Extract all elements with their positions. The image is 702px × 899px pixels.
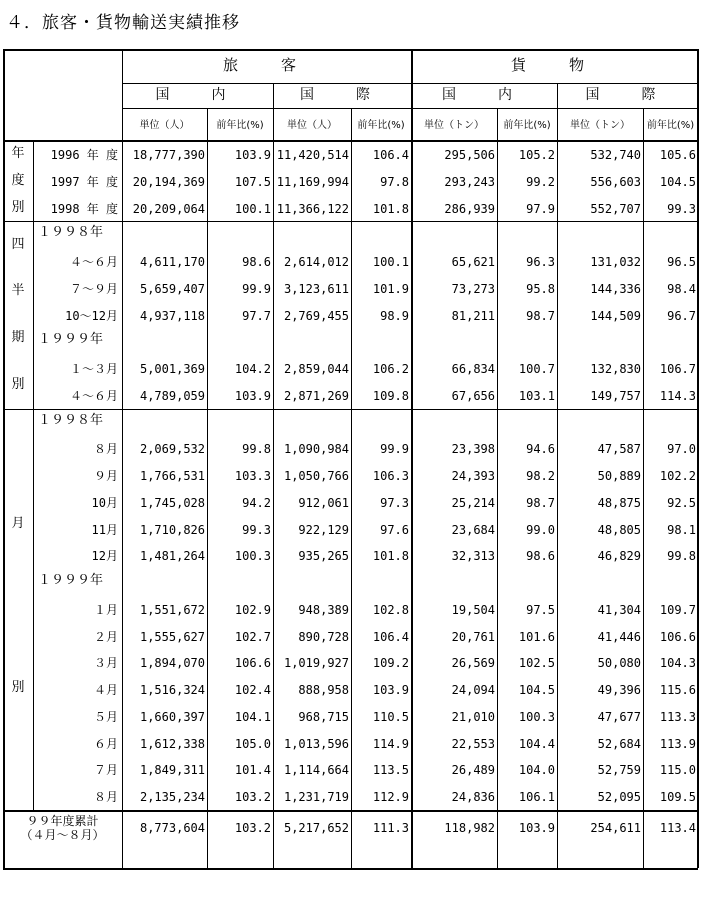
- row-year-header: １９９８年: [38, 225, 104, 241]
- table-cell: 96.7: [667, 308, 696, 323]
- table-rule: [207, 108, 208, 868]
- row-label: 1996 年 度: [50, 148, 118, 162]
- table-cell: 22,553: [451, 736, 495, 751]
- table-cell: 99.9: [242, 281, 271, 296]
- header-passenger-international: 国 際: [300, 87, 384, 103]
- row-label: ５月: [93, 709, 118, 724]
- row-year-header: １９９８年: [38, 412, 104, 428]
- table-cell: 11,366,122: [276, 201, 349, 216]
- table-cell: 1,013,596: [283, 736, 349, 751]
- table-cell: 98.1: [667, 522, 696, 537]
- table-cell: 1,551,672: [139, 602, 205, 617]
- table-cell: 112.9: [372, 790, 409, 804]
- row-label: １月: [93, 602, 118, 617]
- row-label: ７～９月: [69, 281, 118, 296]
- table-cell: 99.8: [667, 549, 696, 564]
- table-cell: 47,677: [597, 709, 641, 724]
- table-cell: 106.2: [372, 362, 409, 376]
- table-cell: 19,504: [451, 602, 495, 617]
- table-cell: 4,789,059: [139, 388, 205, 403]
- table-cell: 20,761: [451, 629, 495, 644]
- table-cell: 115.6: [659, 683, 696, 697]
- total-cell: 254,611: [590, 820, 641, 835]
- table-rule: [351, 108, 352, 868]
- total-cell: 5,217,652: [283, 820, 349, 835]
- table-cell: 4,611,170: [139, 255, 205, 269]
- table-cell: 100.1: [234, 201, 271, 216]
- row-label: １～３月: [69, 362, 118, 376]
- header-yoy: 前年比(%): [357, 120, 405, 131]
- row-label: 10月: [91, 495, 118, 510]
- table-cell: 11,420,514: [276, 148, 349, 162]
- table-rule: [122, 83, 698, 84]
- row-label: ４月: [93, 683, 118, 697]
- header-unit-person: 単位（人）: [139, 120, 190, 131]
- table-cell: 107.5: [234, 174, 271, 189]
- table-cell: 105.2: [518, 148, 555, 162]
- table-cell: 49,396: [597, 683, 641, 697]
- table-cell: 114.3: [659, 388, 696, 403]
- header-unit-ton: 単位（トン）: [570, 120, 630, 131]
- table-cell: 101.6: [518, 629, 555, 644]
- table-cell: 101.9: [372, 281, 409, 296]
- table-cell: 109.7: [659, 602, 696, 617]
- table-cell: 102.9: [234, 602, 271, 617]
- table-cell: 103.9: [234, 388, 271, 403]
- table-cell: 144,336: [590, 281, 641, 296]
- table-cell: 935,265: [298, 549, 349, 564]
- row-label: 12月: [91, 549, 118, 564]
- table-cell: 102.2: [659, 469, 696, 483]
- table-cell: 2,769,455: [283, 308, 349, 323]
- header-yoy: 前年比(%): [646, 120, 695, 131]
- table-cell: 52,759: [597, 763, 641, 778]
- table-cell: 52,095: [597, 790, 641, 804]
- table-rule: [122, 108, 698, 109]
- table-cell: 99.9: [380, 442, 409, 457]
- table-cell: 106.4: [372, 148, 409, 162]
- group-label-fiscal-year: 別: [11, 199, 25, 215]
- table-cell: 101.4: [234, 763, 271, 778]
- table-cell: 1,660,397: [139, 709, 205, 724]
- table-cell: 109.8: [372, 388, 409, 403]
- table-cell: 106.6: [659, 629, 696, 644]
- table-cell: 105.6: [659, 148, 696, 162]
- table-cell: 113.9: [659, 736, 696, 751]
- table-cell: 556,603: [590, 174, 641, 189]
- table-cell: 104.5: [659, 174, 696, 189]
- table-cell: 295,506: [444, 148, 495, 162]
- table-cell: 113.3: [659, 709, 696, 724]
- group-label-quarterly: 四: [11, 236, 25, 252]
- table-cell: 52,684: [597, 736, 641, 751]
- table-cell: 98.6: [242, 255, 271, 269]
- table-cell: 144,509: [590, 308, 641, 323]
- table-cell: 24,094: [451, 683, 495, 697]
- row-label: ９月: [93, 469, 118, 483]
- total-label-period: （４月～８月）: [20, 827, 105, 842]
- table-cell: 912,061: [298, 495, 349, 510]
- table-cell: 5,001,369: [139, 362, 205, 376]
- table-cell: 23,684: [451, 522, 495, 537]
- table-rule: [3, 49, 698, 51]
- table-cell: 948,389: [298, 602, 349, 617]
- group-label-monthly: 別: [11, 680, 25, 696]
- table-cell: 1,019,927: [283, 656, 349, 671]
- row-label: ４～６月: [69, 255, 118, 269]
- table-cell: 110.5: [372, 709, 409, 724]
- table-cell: 20,194,369: [132, 174, 205, 189]
- table-cell: 890,728: [298, 629, 349, 644]
- table-cell: 97.7: [242, 308, 271, 323]
- table-cell: 106.7: [659, 362, 696, 376]
- table-cell: 103.2: [234, 790, 271, 804]
- table-cell: 41,446: [597, 629, 641, 644]
- table-cell: 552,707: [590, 201, 641, 216]
- table-cell: 98.7: [526, 308, 555, 323]
- table-cell: 102.5: [518, 656, 555, 671]
- table-cell: 99.3: [242, 522, 271, 537]
- table-cell: 32,313: [451, 549, 495, 564]
- table-cell: 2,614,012: [283, 255, 349, 269]
- table-cell: 101.8: [372, 549, 409, 564]
- table-cell: 50,889: [597, 469, 641, 483]
- table-cell: 1,745,028: [139, 495, 205, 510]
- table-cell: 81,211: [451, 308, 495, 323]
- table-cell: 48,875: [597, 495, 641, 510]
- table-cell: 532,740: [590, 148, 641, 162]
- table-cell: 73,273: [451, 281, 495, 296]
- table-cell: 1,612,338: [139, 736, 205, 751]
- table-cell: 2,859,044: [283, 362, 349, 376]
- group-label-fiscal-year: 度: [11, 173, 25, 189]
- table-cell: 2,135,234: [139, 790, 205, 804]
- table-cell: 3,123,611: [283, 281, 349, 296]
- table-cell: 98.6: [526, 549, 555, 564]
- header-cargo-domestic: 国 内: [442, 87, 526, 103]
- row-label: 1998 年 度: [50, 201, 118, 216]
- table-cell: 103.1: [518, 388, 555, 403]
- table-cell: 105.0: [234, 736, 271, 751]
- table-cell: 98.7: [526, 495, 555, 510]
- table-cell: 106.4: [372, 629, 409, 644]
- table-cell: 1,231,719: [283, 790, 349, 804]
- table-cell: 50,080: [597, 656, 641, 671]
- group-label-monthly: 月: [11, 515, 25, 531]
- table-cell: 103.3: [234, 469, 271, 483]
- table-cell: 48,805: [597, 522, 641, 537]
- total-cell: 103.9: [518, 820, 555, 835]
- table-cell: 1,555,627: [139, 629, 205, 644]
- table-cell: 115.0: [659, 763, 696, 778]
- header-yoy: 前年比(%): [216, 120, 264, 131]
- table-cell: 293,243: [444, 174, 495, 189]
- table-cell: 106.6: [234, 656, 271, 671]
- table-cell: 102.7: [234, 629, 271, 644]
- table-cell: 106.1: [518, 790, 555, 804]
- table-cell: 114.9: [372, 736, 409, 751]
- table-cell: 97.6: [380, 522, 409, 537]
- total-cell: 111.3: [372, 820, 409, 835]
- table-cell: 11,169,994: [276, 174, 349, 189]
- table-cell: 106.3: [372, 469, 409, 483]
- header-unit-person: 単位（人）: [287, 120, 337, 131]
- table-cell: 65,621: [451, 255, 495, 269]
- table-cell: 66,834: [451, 362, 495, 376]
- row-label: 11月: [91, 522, 118, 537]
- table-rule: [3, 868, 698, 870]
- table-cell: 1,114,664: [283, 763, 349, 778]
- row-label: 1997 年 度: [50, 174, 118, 189]
- table-cell: 109.2: [372, 656, 409, 671]
- total-label: ９９年度累計: [26, 813, 99, 828]
- table-cell: 104.3: [659, 656, 696, 671]
- table-cell: 94.6: [526, 442, 555, 457]
- table-cell: 99.8: [242, 442, 271, 457]
- table-cell: 102.4: [234, 683, 271, 697]
- table-cell: 98.9: [380, 308, 409, 323]
- total-cell: 8,773,604: [139, 820, 205, 835]
- table-rule: [697, 49, 699, 868]
- table-cell: 104.2: [234, 362, 271, 376]
- table-cell: 95.8: [526, 281, 555, 296]
- table-cell: 97.0: [667, 442, 696, 457]
- table-cell: 1,050,766: [283, 469, 349, 483]
- table-cell: 96.3: [526, 255, 555, 269]
- table-cell: 103.9: [234, 148, 271, 162]
- table-cell: 99.3: [667, 201, 696, 216]
- table-rule: [643, 108, 644, 868]
- table-cell: 97.5: [526, 602, 555, 617]
- table-cell: 100.7: [518, 362, 555, 376]
- table-cell: 104.1: [234, 709, 271, 724]
- table-cell: 94.2: [242, 495, 271, 510]
- header-cargo: 貨 物: [510, 56, 598, 74]
- group-label-fiscal-year: 年: [11, 146, 25, 162]
- table-cell: 286,939: [444, 201, 495, 216]
- table-cell: 132,830: [590, 362, 641, 376]
- table-cell: 20,209,064: [132, 201, 205, 216]
- page-title: ４．旅客・貨物輸送実績推移: [6, 13, 240, 33]
- table-cell: 25,214: [451, 495, 495, 510]
- row-label: ３月: [93, 656, 118, 671]
- table-cell: 1,710,826: [139, 522, 205, 537]
- row-label: ２月: [93, 629, 118, 644]
- table-cell: 888,958: [298, 683, 349, 697]
- table-cell: 24,836: [451, 790, 495, 804]
- table-cell: 47,587: [597, 442, 641, 457]
- group-label-quarterly: 期: [11, 330, 25, 346]
- row-label: ８月: [93, 790, 118, 804]
- row-label: ６月: [93, 736, 118, 751]
- total-cell: 113.4: [659, 820, 696, 835]
- table-cell: 97.3: [380, 495, 409, 510]
- table-cell: 131,032: [590, 255, 641, 269]
- table-cell: 113.5: [372, 763, 409, 778]
- table-cell: 100.3: [234, 549, 271, 564]
- table-cell: 968,715: [298, 709, 349, 724]
- table-cell: 103.9: [372, 683, 409, 697]
- table-cell: 149,757: [590, 388, 641, 403]
- table-cell: 104.5: [518, 683, 555, 697]
- table-cell: 21,010: [451, 709, 495, 724]
- table-cell: 67,656: [451, 388, 495, 403]
- table-cell: 1,766,531: [139, 469, 205, 483]
- total-cell: 118,982: [444, 820, 495, 835]
- row-label: ４～６月: [69, 388, 118, 403]
- group-label-quarterly: 別: [11, 377, 25, 393]
- table-cell: 1,481,264: [139, 549, 205, 564]
- table-cell: 2,871,269: [283, 388, 349, 403]
- row-label: 10～12月: [65, 308, 118, 323]
- table-cell: 100.3: [518, 709, 555, 724]
- table-cell: 26,569: [451, 656, 495, 671]
- table-cell: 101.8: [372, 201, 409, 216]
- header-passenger: 旅 客: [222, 56, 310, 74]
- table-cell: 1,849,311: [139, 763, 205, 778]
- table-cell: 5,659,407: [139, 281, 205, 296]
- row-year-header: １９９９年: [38, 332, 104, 348]
- table-cell: 97.9: [526, 201, 555, 216]
- table-cell: 46,829: [597, 549, 641, 564]
- table-cell: 24,393: [451, 469, 495, 483]
- table-cell: 102.8: [372, 602, 409, 617]
- table-cell: 99.2: [526, 174, 555, 189]
- table-cell: 99.0: [526, 522, 555, 537]
- table-cell: 2,069,532: [139, 442, 205, 457]
- table-cell: 23,398: [451, 442, 495, 457]
- table-cell: 109.5: [659, 790, 696, 804]
- row-year-header: １９９９年: [38, 573, 104, 588]
- table-cell: 922,129: [298, 522, 349, 537]
- table-cell: 97.8: [380, 174, 409, 189]
- table-cell: 98.2: [526, 469, 555, 483]
- group-label-quarterly: 半: [11, 283, 25, 299]
- table-cell: 96.5: [667, 255, 696, 269]
- table-rule: [3, 49, 5, 868]
- table-cell: 92.5: [667, 495, 696, 510]
- table-rule: [497, 108, 498, 868]
- row-label: ８月: [93, 442, 118, 457]
- table-cell: 1,090,984: [283, 442, 349, 457]
- header-yoy: 前年比(%): [503, 120, 551, 131]
- table-cell: 1,516,324: [139, 683, 205, 697]
- header-passenger-domestic: 国 内: [155, 87, 240, 103]
- table-cell: 26,489: [451, 763, 495, 778]
- table-cell: 100.1: [372, 255, 409, 269]
- table-cell: 18,777,390: [132, 148, 205, 162]
- table-cell: 104.0: [518, 763, 555, 778]
- table-cell: 41,304: [597, 602, 641, 617]
- header-unit-ton: 単位（トン）: [424, 120, 484, 131]
- row-label: ７月: [93, 763, 118, 778]
- header-cargo-international: 国 際: [585, 87, 670, 103]
- table-cell: 1,894,070: [139, 656, 205, 671]
- table-cell: 104.4: [518, 736, 555, 751]
- table-cell: 98.4: [667, 281, 696, 296]
- table-cell: 4,937,118: [139, 308, 205, 323]
- total-cell: 103.2: [234, 820, 271, 835]
